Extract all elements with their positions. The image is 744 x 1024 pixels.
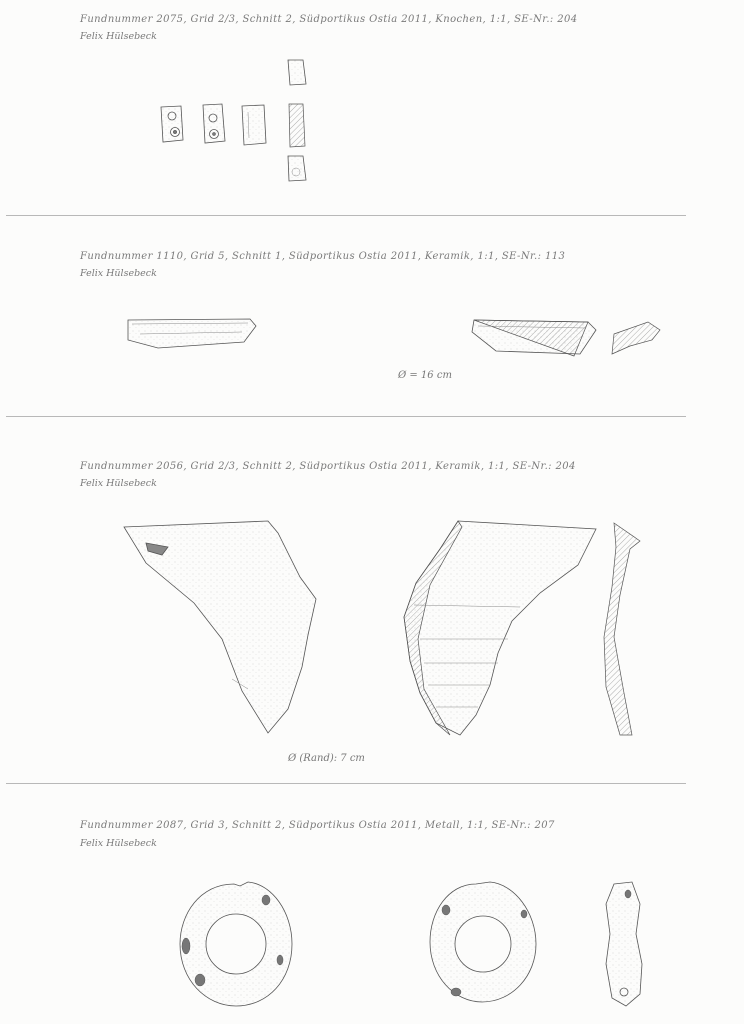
find-caption: Fundnummer 2056, Grid 2/3, Schnitt 2, Südportikus Ostia 2011, Keramik, 1:1, SE-Nr.: 204 — [80, 461, 576, 472]
draftsman-name: Felix Hülsebeck — [80, 31, 157, 42]
sherd-inner-surface — [404, 521, 596, 735]
bone-view-bottom — [288, 156, 306, 181]
diameter-label: Ø = 16 cm — [398, 370, 452, 381]
bone-object-drawings — [0, 0, 744, 215]
rim-sherd-drawings — [0, 216, 744, 416]
draftsman-name: Felix Hülsebeck — [80, 268, 157, 279]
diameter-label: Ø (Rand): 7 cm — [288, 753, 365, 764]
find-sheet-2087 — [0, 784, 744, 1024]
ring-back-view — [430, 882, 536, 1002]
bone-view-side — [242, 105, 266, 145]
bone-view-front — [161, 106, 183, 142]
bone-view-back — [203, 104, 225, 143]
find-caption: Fundnummer 2075, Grid 2/3, Schnitt 2, Südportikus Ostia 2011, Knochen, 1:1, SE-Nr.: 204 — [80, 14, 578, 25]
ring-front-view — [180, 882, 292, 1006]
bone-section — [289, 104, 305, 147]
bone-view-top — [288, 60, 306, 85]
find-sheet-2075 — [0, 0, 744, 215]
draftsman-name: Felix Hülsebeck — [80, 838, 157, 849]
find-caption: Fundnummer 1110, Grid 5, Schnitt 1, Südportikus Ostia 2011, Keramik, 1:1, SE-Nr.: 113 — [80, 251, 566, 262]
find-sheet-2056 — [0, 417, 744, 783]
body-sherd-drawings — [0, 417, 744, 783]
ring-side-view — [606, 882, 642, 1006]
find-caption: Fundnummer 2087, Grid 3, Schnitt 2, Südportikus Ostia 2011, Metall, 1:1, SE-Nr.: 207 — [80, 820, 555, 831]
sherd-outer-surface — [124, 521, 316, 733]
sherd-profile-section — [612, 322, 660, 354]
metal-ring-drawings — [0, 784, 744, 1024]
find-sheet-1110 — [0, 216, 744, 416]
sherd-profile-section — [604, 523, 640, 735]
draftsman-name: Felix Hülsebeck — [80, 478, 157, 489]
